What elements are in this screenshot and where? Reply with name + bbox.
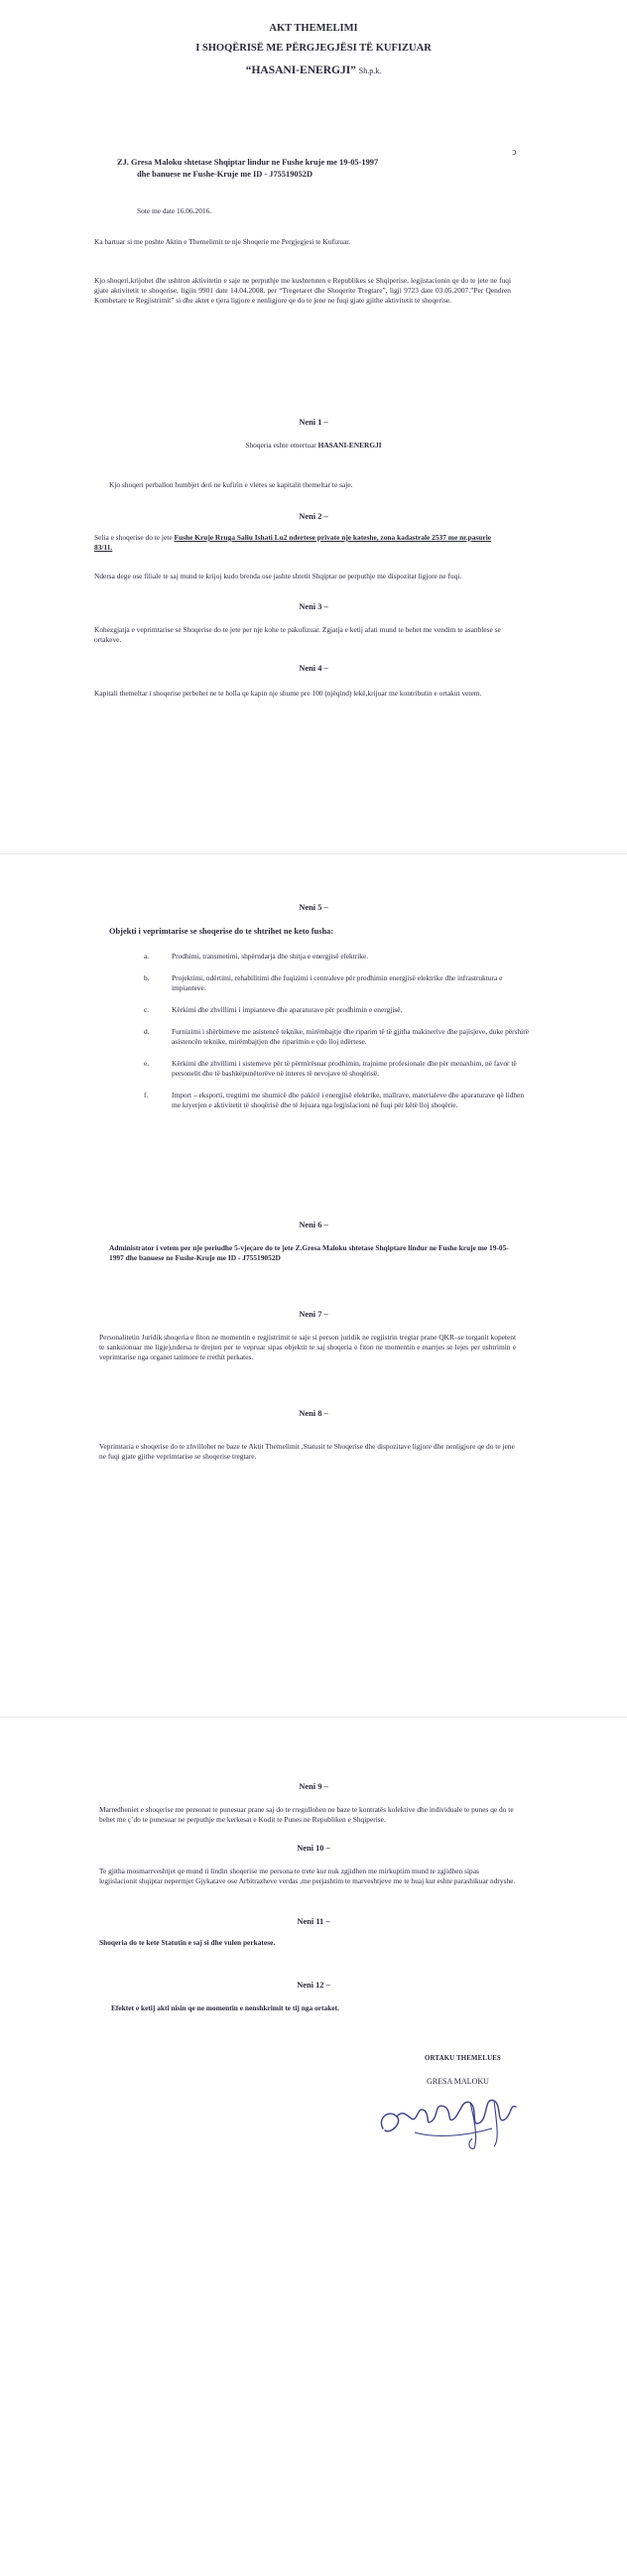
doc-title-2: I SHOQËRISË ME PËRGJEGJËSI TË KUFIZUAR [195, 43, 432, 54]
object-item [144, 1059, 531, 1079]
company-suffix: Sh.p.k. [358, 66, 382, 75]
neni-2-heading: Neni 2 – [299, 512, 328, 521]
margin-mark: ↄ [512, 147, 517, 158]
neni-12-para: Efektet e ketij akti nisin qe ne momentin e nenshkrimit te tij nga ortaket. [111, 2003, 339, 2012]
object-item-letter: f. [144, 1091, 149, 1099]
neni-3-para: Kohezgjatja e veprimtarise se Shoqerise do te jete per nje kohe te pakufizuar. Zgjatja e ketij afati mund te behet me vendim te asanblese se ortakeve. [94, 625, 501, 644]
neni-7-heading: Neni 7 – [299, 1310, 328, 1319]
objects-list-items [144, 952, 531, 1110]
object-item-letter: b. [144, 973, 150, 982]
object-item [144, 1091, 531, 1110]
company-name: “HASANI-ENERGJI” [245, 64, 356, 76]
neni-8-heading: Neni 8 – [299, 1409, 328, 1418]
object-item-letter: d. [144, 1027, 150, 1036]
object-item-letter: c. [144, 1005, 150, 1014]
neni-5-heading: Neni 5 – [299, 903, 328, 912]
signer-name: GRESA MALOKU [427, 2077, 489, 2086]
seat-address: Fushe Kruje Rruga Saliu Ishati Lu2 ndertese private nje kateshe, zona kadastrale 2537 me nr.pasurie 83/11. [94, 533, 492, 552]
object-item-text: Import – eksporti, tregtimi me shumicë dhe pakicë i energjisë elektrike, mallrave, materialeve dhe aparaturave që lidhen me kryerjen e aktivitetit të shoqërisë dhe të lejuara nga legjislacioni në fuqi për këtë lloj shoqërie. [172, 1091, 525, 1109]
neni-4-heading: Neni 4 – [299, 664, 328, 673]
neni-11-para: Shoqeria do te kete Statutin e saj si dhe vulen perkatese. [99, 1938, 276, 1947]
ortaku-label: ORTAKU THEMELUES [425, 2055, 501, 2062]
neni-4-para: Kapitali themeltar i shoqerise perbehet ne te holla qe kapin nje shume pre 100 (njëqind) lekë,krijuar me kontributin e ortakut vetem. [94, 689, 482, 698]
neni-2-seat [94, 533, 511, 553]
neni-7-para: Personalitetin Juridik shoqeria e fiton ne momentin e regjistrimit te saje si person juridik ne regjistrin tregtar prane QKR–se torganit kopetent te sanksionuar me ligje),ndersa te drejten per te vepruar sipas objektit te saj shoqeria e fiton ne momentin e marrjes se lejes per ushtrimin e veprimtarise nga organet tatimore te rrethit perkates. [99, 1333, 516, 1361]
company-title [0, 64, 627, 78]
object-item [144, 973, 531, 993]
object-item-text: Kërkimi dhe zhvillimi i sistemeve për të përmirësuar prodhimin, trajnime profesionale dhe për menaxhim, në favor të personelit dhe të bashkëpunëtorëve në interes të nevojave të shoqërisë. [172, 1059, 517, 1078]
document-page-2 [0, 853, 627, 1718]
handwritten-signature [375, 2089, 524, 2152]
company-name-inline: HASANI-ENERGJI [317, 441, 382, 450]
intro-line-1: ZJ. Gresa Maloku shtetase Shqiptar lindur ne Fushe kruje me 19-05-1997 [117, 158, 379, 167]
object-item-text: Furnizimi i shërbimeve me asistencë teknike, mirëmbajtje dhe riparim të të gjitha makinerive dhe pajisjeve, duke përshirë asistencën teknike, mirëmbajtjen dhe riparimin e çdo lloj ndërtese. [172, 1027, 529, 1046]
object-item-text: Prodhimi, transmetimi, shpërndarja dhe shitja e energjisë elektrike. [172, 952, 369, 961]
intro-line-2: dhe banuese ne Fushe-Kruje me ID - J75519052D [137, 170, 314, 179]
neni-10-para: Te gjitha mosmarrveshtjet qe mund ti lindin shoqerise me persona te trete kur nuk zgjidhen me mirkuptim mund te zgjidhen sipas legjislacionit shqiptar nepermjet Gjykatave ose Arbitrazheve verdas ,me perjashtim te marveshtjeve me te huaj kur eshte parashikuar ndryshe. [99, 1867, 516, 1885]
neni-10-heading: Neni 10 – [297, 1844, 330, 1853]
neni-5-intro: Objekti i veprimtarise se shoqerise do te shtrihet ne keto fusha: [109, 927, 334, 936]
neni-8-para: Veprimtaria e shoqerise do te zhvillohet ne baze te Aktit Themelimit ,Statusit te Shoqerise dhe dispozitave ligjore dhe nenligjore qe do te jene ne fuqi gjate gjithe veprimtarise se shoqerise tregtare. [99, 1442, 515, 1461]
neni-6-heading: Neni 6 – [299, 1221, 328, 1229]
object-item-text: Projektimi, ndërtimi, rehabilitimi dhe fuqizimi i centraleve për prodhimin energjisë elektrike dhe infrastruktura e impianteve. [172, 973, 503, 992]
neni-1-line-1 [0, 441, 627, 451]
document-page-1 [0, 0, 627, 853]
neni-9-para: Marredheniet e shoqerise me personat te punesuar prane saj do te rregullohen ne baze te kontratës kolektive dhe individuale te punes qe do te behet me ç’do te punesuar ne perputhje me kerkesat e Kodit te Punes ne Republiken e Shqiperise. [99, 1805, 514, 1824]
object-item-letter: a. [144, 952, 150, 961]
date-line: Sote me date 16.06.2016. [137, 206, 212, 215]
document-page-3 [0, 1717, 627, 2576]
neni-1-line-2: Kjo shoqeri perballon humbjet deri ne kufirin e vleres se kapitalit themeltar te saje. [109, 480, 353, 489]
para-hartuar: Ka hartuar si me poshte Aktin e Themelimit te nje Shoqerie me Pergjegjesi te Kufizuar. [94, 237, 351, 246]
object-item [144, 1005, 531, 1015]
doc-title-1: AKT THEMELIMI [269, 23, 358, 34]
para-kjo-shoqeri: Kjo shoqeri,krijohet dhe ushtron aktivitetin e saje ne perputhje me kushtetuten e Republikes se Shqiperise, legjistacionin qe do te jete ne fuqi gjate aktivitetit te shoqerise, ligjin 9901 date 14.04.2008, per “Tregetaret dhe Shoqerite Tregtare”, ligji 9723 date 03.05.2007.”Per Qendren Kombetare te Regjistrimit” si dhe aktet e tjera ligjore e nenligjore qe do te jene ne fuqi gjate gjithe aktivitetit te shoqerise. [94, 276, 511, 305]
neni-3-heading: Neni 3 – [299, 602, 328, 611]
neni-1-prefix: Shoqeria eshte emertuar [245, 441, 318, 450]
neni-11-heading: Neni 11 – [297, 1917, 330, 1926]
neni-2-prefix: Selia e shoqerise do te jete [94, 533, 175, 542]
neni-1-heading: Neni 1 – [299, 418, 328, 427]
neni-9-heading: Neni 9 – [299, 1782, 328, 1791]
neni-12-heading: Neni 12 – [297, 1981, 330, 1990]
objects-list [144, 952, 531, 1122]
object-item [144, 952, 531, 962]
object-item [144, 1027, 531, 1047]
neni-2-branches: Ndersa dege ose filiale te saj mund te krijoj kudo brenda ose jashte shtetit Shqiptar ne perputhje me dispozitat ligjore ne fuqi. [94, 572, 462, 580]
neni-6-para: Administrator i vetem per nje periudhe 5-vjeçare do te jete Z.Gresa Maloku shtetase Shqiptare lindur ne Fushe kruje me 19-05-1997 dhe banuese ne Fushe-Kruje me ID - J75519052D [109, 1243, 509, 1262]
object-item-text: Kërkimi dhe zhvillimi i impianteve dhe aparaturave për prodhimin e energjisë. [172, 1005, 403, 1014]
object-item-letter: e. [144, 1059, 150, 1068]
